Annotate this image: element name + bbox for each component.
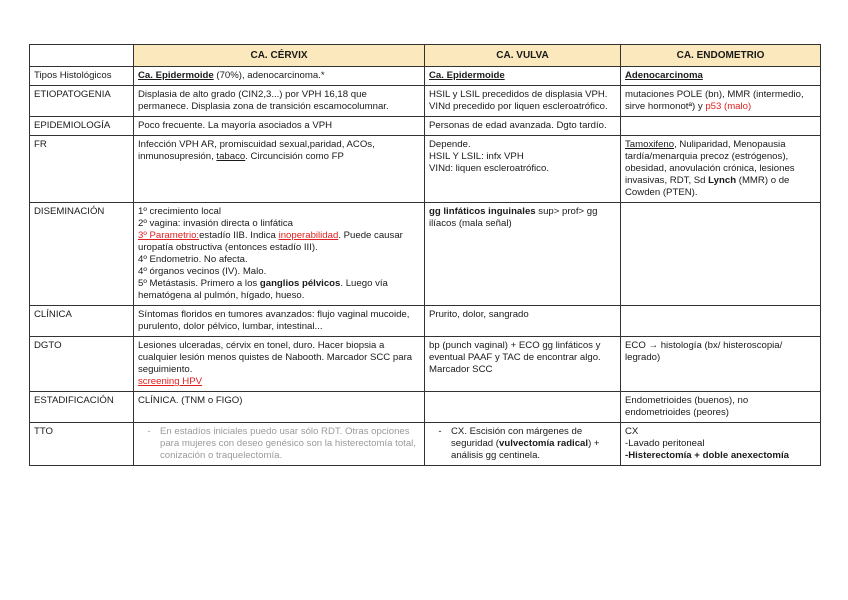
cervix-6b: ganglios pélvicos [259, 278, 341, 289]
cell-cervix: CLÍNICA. (TNM o FIGO) [134, 392, 425, 423]
header-row [30, 45, 821, 67]
vulva-a: CX. Escisión con márgenes de seguridad ( [451, 426, 583, 449]
cervix-line-6 [138, 278, 420, 302]
cell-endometrio [621, 423, 821, 466]
row-etiopatogenia [30, 86, 821, 117]
cervix-3a: estadío IIB. Indica [199, 230, 279, 241]
endometrio-line: -Lavado peritoneal [625, 438, 705, 449]
cell-vulva [425, 136, 621, 203]
endometrio-b: Lynch [708, 175, 737, 186]
row-estadificacion [30, 392, 821, 423]
row-label: Tipos Histológicos [30, 67, 134, 86]
header-cervix: CA. CÉRVIX [134, 45, 425, 67]
endometrio-line: CX [625, 426, 639, 437]
cell-cervix: Displasia de alto grado (CIN2,3...) por VPH 16,18 que permanece. Displasia zona de transición escamocolumnar. [134, 86, 425, 117]
row-label: TTO [30, 423, 134, 466]
cell-endometrio [621, 306, 821, 337]
endometrio-c: (MMR) o de Cowden (PTEN). [625, 175, 790, 198]
cell-endometrio: Endometrioides (buenos), no endometrioides (peores) [621, 392, 821, 423]
cervix-tto-item [138, 426, 420, 462]
cervix-text: Lesiones ulceradas, cérvix en tonel, duro. Hacer biopsia a cualquier lesión menos quistes de Nabooth. Marcador SCC para seguimiento. [138, 340, 413, 375]
vulva-main: Ca. Epidermoide [429, 70, 505, 81]
cell-cervix [134, 337, 425, 392]
parametrio-text: 3º Parametrio: [138, 230, 200, 241]
cervix-3b: . Puede causar uropatía obstructiva (entonces estadío III). [138, 230, 403, 253]
vulva-text-2: Marcador SCC [429, 364, 493, 375]
endometrio-main: Adenocarcinoma [625, 70, 703, 81]
cervix-main: Ca. Epidermoide [138, 70, 214, 81]
inoperabilidad-text: inoperabilidad [278, 230, 339, 241]
cervix-a: Infección VPH AR, promiscuidad sexual,paridad, ACOs, inmunosupresión, [138, 139, 375, 162]
cervix-line: 2º vagina: invasión directa o linfática [138, 218, 293, 229]
cervix-b: . Circuncisión como FP [245, 151, 344, 162]
cervix-rest: (70%), adenocarcinoma.* [213, 70, 325, 81]
endometrio-u: Tamoxifeno [625, 139, 675, 150]
cervix-6a: 5º Metástasis. Primero a los [138, 278, 260, 289]
vulva-line: VINd: liquen escleroatrófico. [429, 163, 549, 174]
vulva-c: ) + análisis gg centinela. [451, 438, 600, 461]
cell-endometrio [621, 136, 821, 203]
row-clinica [30, 306, 821, 337]
header-endometrio: CA. ENDOMETRIO [621, 45, 821, 67]
screening-hpv-text: screening HPV [138, 376, 202, 387]
vulva-b: vulvectomía radical [499, 438, 589, 449]
cervix-tto-text: En estadíos iniciales puedo usar sólo RDT. Otras opciones para mujeres con deseo genésico son la histerectomía total, conización o traquelectomía. [160, 426, 416, 461]
cervix-u: tabaco [216, 151, 246, 162]
cervix-line-3 [138, 230, 420, 254]
cell-cervix [134, 423, 425, 466]
cell-vulva [425, 203, 621, 306]
row-diseminacion [30, 203, 821, 306]
row-label: DGTO [30, 337, 134, 392]
comparison-table [29, 44, 821, 466]
row-epidemiologia [30, 117, 821, 136]
vulva-tto-item [429, 426, 616, 462]
header-blank [30, 45, 134, 67]
cervix-6c: . Luego vía hematógena al pulmón, hígado, hueso. [138, 278, 388, 301]
cell-vulva [425, 423, 621, 466]
vulva-line: HSIL Y LSIL: infx VPH [429, 151, 524, 162]
bullet-dash: - [438, 426, 442, 437]
row-label: EPIDEMIOLOGÍA [30, 117, 134, 136]
cell-cervix: Poco frecuente. La mayoría asociados a VPH [134, 117, 425, 136]
endometrio-line: -Histerectomía + doble anexectomía [625, 450, 789, 461]
cell-cervix: Síntomas floridos en tumores avanzados: flujo vaginal mucoide, purulento, dolor pélvico, lumbar, intestinal... [134, 306, 425, 337]
vulva-b: gg linfáticos inguinales [429, 206, 536, 217]
cell-endometrio [621, 117, 821, 136]
bullet-dash: - [147, 426, 151, 437]
row-label: DISEMINACIÓN [30, 203, 134, 306]
endometrio-a: , Nuliparidad, Menopausia tardía/menarquia precoz (estrógenos), obesidad, anovulación crónica, lesiones invasivas, RDT, Sd [625, 139, 795, 186]
cell-endometrio [621, 86, 821, 117]
vulva-text: bp (punch vaginal) + ECO gg linfáticos y eventual PAAF y TAC de encontrar algo. [429, 340, 601, 363]
cell-vulva: HSIL y LSIL precedidos de displasia VPH. VINd precedido por liquen escleroatrófico. [425, 86, 621, 117]
cell-cervix [134, 203, 425, 306]
cervix-line: 4º Endometrio. No afecta. [138, 254, 248, 265]
endometrio-text: mutaciones POLE (bn), MMR (intermedio, sirve hormonotª) y [625, 89, 804, 112]
endometrio-red: p53 (malo) [705, 101, 752, 112]
cell-vulva [425, 392, 621, 423]
cell-cervix [134, 67, 425, 86]
row-tto [30, 423, 821, 466]
cell-endometrio: ECO → histología (bx/ histeroscopia/ legrado) [621, 337, 821, 392]
row-label: ETIOPATOGENIA [30, 86, 134, 117]
cervix-line: 4º órganos vecinos (IV). Malo. [138, 266, 267, 277]
cell-vulva: Personas de edad avanzada. Dgto tardío. [425, 117, 621, 136]
cell-vulva: Prurito, dolor, sangrado [425, 306, 621, 337]
cell-vulva [425, 337, 621, 392]
row-dgto [30, 337, 821, 392]
cervix-line: 1º crecimiento local [138, 206, 221, 217]
row-tipos [30, 67, 821, 86]
cell-cervix [134, 136, 425, 203]
header-vulva: CA. VULVA [425, 45, 621, 67]
cell-endometrio [621, 203, 821, 306]
row-label: ESTADIFICACIÓN [30, 392, 134, 423]
cell-endometrio [621, 67, 821, 86]
vulva-a: sup> prof> gg ilíacos (mala señal) [429, 206, 598, 229]
cell-vulva [425, 67, 621, 86]
row-label: FR [30, 136, 134, 203]
vulva-line: Depende. [429, 139, 471, 150]
vulva-tto-text [451, 426, 616, 462]
row-fr [30, 136, 821, 203]
row-label: CLÍNICA [30, 306, 134, 337]
